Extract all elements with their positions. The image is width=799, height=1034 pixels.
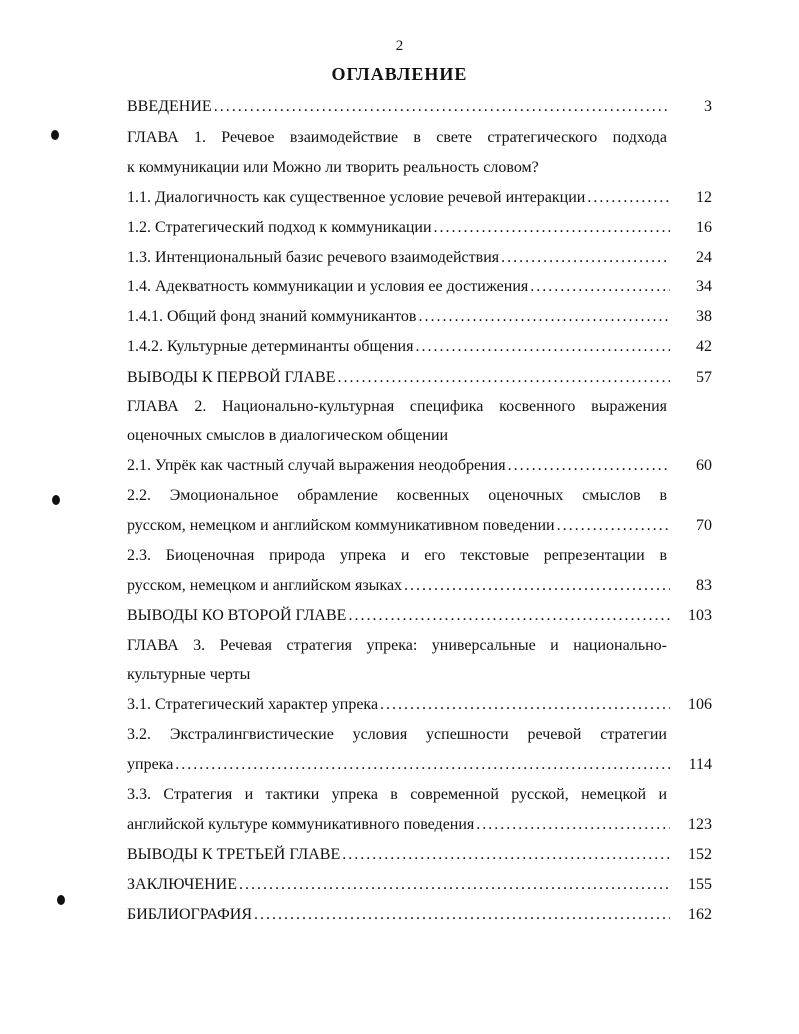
- toc-entry-3-1: [127, 690, 712, 720]
- leader-dots: [214, 92, 670, 122]
- toc-entry-page: 3: [704, 98, 712, 115]
- toc-entry-label: ВЫВОДЫ КО ВТОРОЙ ГЛАВЕ: [127, 607, 347, 624]
- leader-dots: [380, 690, 670, 720]
- toc-entry-label: культурные черты: [127, 666, 251, 683]
- leader-dots: [530, 272, 670, 302]
- toc-entry-label: ГЛАВА 1. Речевое взаимодействие в свете стратегического подхода: [127, 129, 667, 146]
- leader-dots: [175, 750, 670, 780]
- toc-entry-conclusions-2: [127, 601, 712, 631]
- toc-entry-page: 60: [696, 457, 712, 474]
- leader-dots: [434, 213, 670, 243]
- toc-entry-label: 2.3. Биоценочная природа упрека и его текстовые репрезентации в: [127, 547, 667, 564]
- toc-entry-label: 1.4. Адекватность коммуникации и условия ее достижения: [127, 278, 529, 295]
- toc-chapter-3-heading-line2: [127, 660, 712, 690]
- toc-entry-3-3: [127, 810, 712, 840]
- binder-hole-mark: [52, 495, 60, 505]
- toc-entry-page: 152: [688, 846, 712, 863]
- toc-entry-label: 3.2. Экстралингвистические условия успешности речевой стратегии: [127, 726, 667, 743]
- leader-dots: [342, 840, 670, 870]
- toc-entry-page: 106: [688, 696, 712, 713]
- toc-entry-page: 24: [696, 249, 712, 266]
- toc-entry-label: 1.4.1. Общий фонд знаний коммуникантов: [127, 308, 417, 325]
- toc-entry-page: 83: [696, 577, 712, 594]
- toc-entry-label: оценочных смыслов в диалогическом общении: [127, 427, 449, 444]
- toc-entry-label: русском, немецком и английском языках: [127, 577, 403, 594]
- leader-dots: [508, 451, 670, 481]
- toc-entry-1-2: [127, 213, 712, 243]
- toc-entry-page: 123: [688, 816, 712, 833]
- leader-dots: [587, 183, 670, 213]
- toc-entry-label: ЗАКЛЮЧЕНИЕ: [127, 876, 237, 893]
- leader-dots: [415, 332, 670, 362]
- toc-entry-3-2: [127, 750, 712, 780]
- leader-dots: [254, 900, 670, 930]
- toc-entry-page: 114: [688, 756, 712, 773]
- binder-hole-mark: [51, 130, 59, 140]
- leader-dots: [418, 302, 670, 332]
- toc-entry-page: 162: [688, 906, 712, 923]
- toc-chapter-2-heading-line1: [127, 392, 712, 422]
- toc-entry-label: 3.1. Стратегический характер упрека: [127, 696, 379, 713]
- toc-entry-label: ГЛАВА 2. Национально-культурная специфика косвенного выражения: [127, 398, 667, 415]
- toc-entry-1-4-2: [127, 332, 712, 362]
- leader-dots: [239, 870, 670, 900]
- leader-dots: [501, 243, 670, 273]
- page-number: 2: [395, 38, 404, 54]
- toc-entry-3-3-line1: [127, 780, 712, 810]
- toc-entry-introduction: [127, 92, 712, 122]
- toc-entry-2-1: [127, 451, 712, 481]
- toc-entry-2-3: [127, 571, 712, 601]
- toc-entry-bibliography: [127, 900, 712, 930]
- toc-entry-2-2: [127, 511, 712, 541]
- leader-dots: [338, 363, 671, 393]
- toc-entry-label: ВВЕДЕНИЕ: [127, 98, 212, 115]
- toc-entry-label: 3.3. Стратегия и тактики упрека в современной русской, немецкой и: [127, 786, 667, 803]
- binder-hole-mark: [57, 895, 65, 905]
- toc-chapter-3-heading-line1: [127, 631, 712, 661]
- toc-entry-1-3: [127, 243, 712, 273]
- toc-entry-page: 70: [696, 517, 712, 534]
- toc-entry-label: 1.4.2. Культурные детерминанты общения: [127, 338, 414, 355]
- toc-entry-label: 1.2. Стратегический подход к коммуникации: [127, 219, 432, 236]
- toc-entry-3-2-line1: [127, 720, 712, 750]
- toc-chapter-2-heading-line2: [127, 421, 712, 451]
- toc-entry-page: 16: [696, 219, 712, 236]
- toc-entry-label: ВЫВОДЫ К ПЕРВОЙ ГЛАВЕ: [127, 369, 336, 386]
- toc-entry-page: 34: [696, 278, 712, 295]
- toc-entry-page: 38: [696, 308, 712, 325]
- toc-entry-page: 42: [696, 338, 712, 355]
- leader-dots: [404, 571, 670, 601]
- toc-entry-label: русском, немецком и английском коммуникативном поведении: [127, 517, 555, 534]
- toc-entry-label: 1.1. Диалогичность как существенное условие речевой интеракции: [127, 189, 586, 206]
- toc-entry-page: 103: [688, 607, 712, 624]
- toc-chapter-1-heading-line2: [127, 153, 712, 183]
- toc-entry-1-4-1: [127, 302, 712, 332]
- toc-entry-label: ВЫВОДЫ К ТРЕТЬЕЙ ГЛАВЕ: [127, 846, 341, 863]
- toc-entry-label: 2.1. Упрёк как частный случай выражения неодобрения: [127, 457, 506, 474]
- toc-entry-page: 12: [696, 189, 712, 206]
- toc-chapter-1-heading-line1: [127, 123, 712, 153]
- toc-entry-label: 2.2. Эмоциональное обрамление косвенных оценочных смыслов в: [127, 487, 667, 504]
- leader-dots: [557, 511, 670, 541]
- toc-entry-page: 155: [688, 876, 712, 893]
- toc-entry-page: 57: [696, 369, 712, 386]
- toc-entry-label: БИБЛИОГРАФИЯ: [127, 906, 253, 923]
- toc-entry-2-3-line1: [127, 541, 712, 571]
- toc-entry-label: ГЛАВА 3. Речевая стратегия упрека: универсальные и национально-: [127, 637, 667, 654]
- toc-entry-label: 1.3. Интенциональный базис речевого взаимодействия: [127, 249, 500, 266]
- toc-entry-1-1: [127, 183, 712, 213]
- leader-dots: [476, 810, 670, 840]
- toc-entry-conclusions-3: [127, 840, 712, 870]
- toc-entry-label: английской культуре коммуникативного поведения: [127, 816, 475, 833]
- toc-entry-label: к коммуникации или Можно ли творить реальность словом?: [127, 159, 539, 176]
- toc-entry-conclusions-1: [127, 363, 712, 393]
- toc-entry-2-2-line1: [127, 481, 712, 511]
- toc-entry-conclusion: [127, 870, 712, 900]
- toc-entry-1-4: [127, 272, 712, 302]
- page-title: ОГЛАВЛЕНИЕ: [331, 64, 468, 84]
- toc-entry-label: упрека: [127, 756, 174, 773]
- leader-dots: [348, 601, 670, 631]
